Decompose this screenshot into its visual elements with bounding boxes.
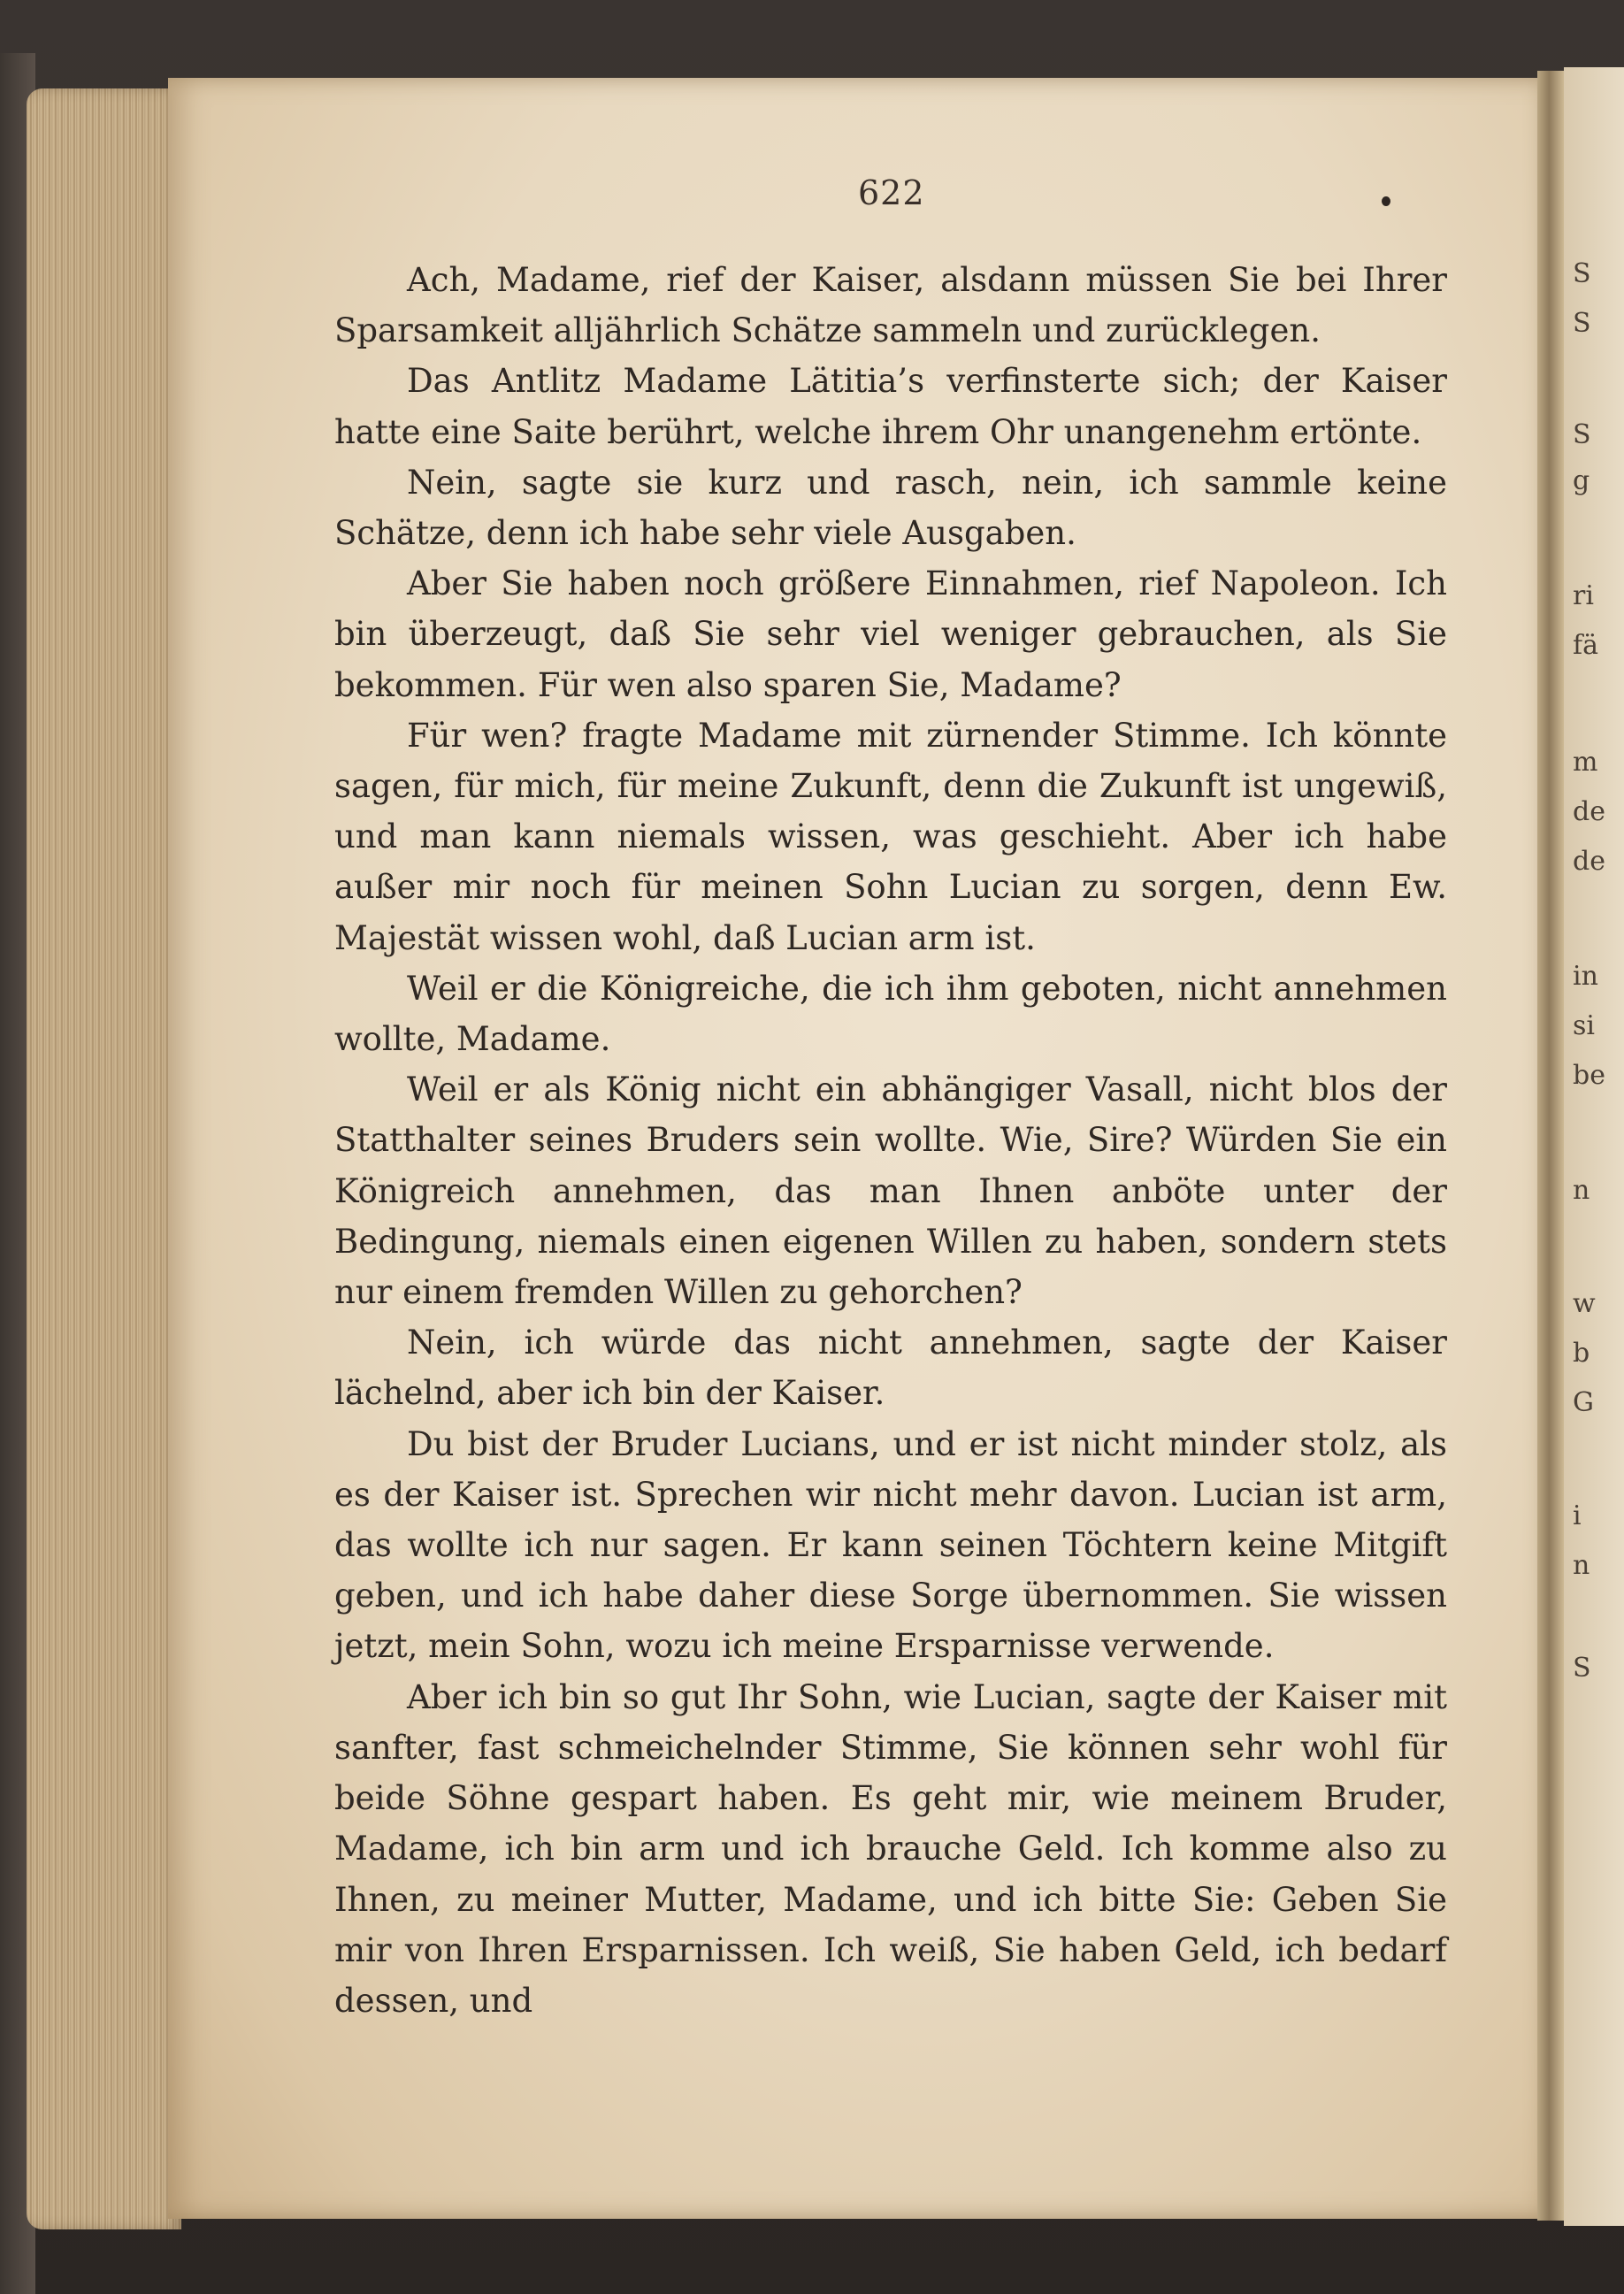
facing-page-fragment: m [1573,747,1598,778]
facing-page-fragment: de [1573,796,1605,827]
book-gutter [1537,71,1564,2221]
paragraph: Ach, Madame, rief der Kaiser, alsdann müssen Sie bei Ihrer Sparsamkeit alljährlich Schätze sammeln und zurücklegen. [334,261,1447,350]
paragraph: Nein, sagte sie kurz und rasch, nein, ich sammle keine Schätze, denn ich habe sehr viele Ausgaben. [334,463,1447,553]
facing-page-fragment: w [1573,1288,1596,1319]
paragraph: Aber Sie haben noch größere Einnahmen, rief Napoleon. Ich bin überzeugt, daß Sie sehr viel weniger gebrauchen, als Sie bekommen. Für wen also sparen Sie, Madame? [334,564,1447,704]
page-edges [27,88,181,2229]
facing-page-fragment: i [1573,1500,1582,1531]
facing-page-fragment: b [1573,1338,1590,1369]
facing-page-fragment: G [1573,1387,1594,1418]
paragraph: Das Antlitz Madame Lätitia’s verfinsterte sich; der Kaiser hatte eine Saite berührt, welche ihrem Ohr unangenehm ertönte. [334,362,1447,451]
facing-page-fragment: n [1573,1550,1590,1581]
facing-page-fragment: S [1573,258,1591,289]
paragraph: Weil er als König nicht ein abhängiger Vasall, nicht blos der Statthalter seines Bruders sein wollte. Wie, Sire? Würden Sie ein Königreich annehmen, das man Ihnen anböte unter der Bedingung, niemals einen eigenen Willen zu haben, sondern stets nur einem fremden Willen zu gehorchen? [334,1070,1447,1312]
facing-page-fragment: g [1573,465,1590,496]
page-number: 622 [858,173,925,212]
facing-page-fragment: de [1573,846,1605,877]
facing-page-fragment: S [1573,308,1591,339]
paragraph: Du bist der Bruder Lucians, und er ist nicht minder stolz, als es der Kaiser ist. Sprechen wir nicht mehr davon. Lucian ist arm, das wollte ich nur sagen. Er kann seinen Töchtern keine Mitgift geben, und ich habe daher diese Sorge übernommen. Sie wissen jetzt, mein Sohn, wozu ich meine Ersparnisse verwende. [334,1424,1447,1666]
facing-page-fragment: S [1573,419,1591,450]
facing-page [1564,67,1624,2226]
facing-page-fragment: ri [1573,580,1594,611]
facing-page-fragment: be [1573,1060,1605,1091]
paragraph: Aber ich bin so gut Ihr Sohn, wie Lucian, sagte der Kaiser mit sanfter, fast schmeichelnder Stimme, Sie können sehr wohl für beide Söhne gespart haben. Es geht mir, wie meinem Bruder, Madame, ich bin arm und ich brauche Geld. Ich komme also zu Ihnen, zu meiner Mutter, Madame, und ich bitte Sie: Geben Sie mir von Ihren Ersparnissen. Ich weiß, Sie haben Geld, ich bedarf dessen, und [334,1677,1447,2020]
facing-page-fragment: si [1573,1010,1595,1041]
facing-page-fragment: fä [1573,630,1598,661]
ink-dot [1382,196,1390,206]
paragraph: Weil er die Königreiche, die ich ihm geboten, nicht annehmen wollte, Madame. [334,969,1447,1059]
facing-page-fragment: n [1573,1175,1590,1206]
paragraph: Nein, ich würde das nicht annehmen, sagte der Kaiser lächelnd, aber ich bin der Kaiser. [334,1323,1447,1413]
paragraph: Für wen? fragte Madame mit zürnender Stimme. Ich könnte sagen, für mich, für meine Zukunft, denn die Zukunft ist ungewiß, und man kann niemals wissen, was geschieht. Aber ich habe außer mir noch für meinen Sohn Lucian zu sorgen, denn Ew. Majestät wissen wohl, daß Lucian arm ist. [334,716,1447,957]
facing-page-fragment: in [1573,961,1598,992]
page-body-text [334,255,1447,2026]
facing-page-fragment: S [1573,1653,1591,1684]
